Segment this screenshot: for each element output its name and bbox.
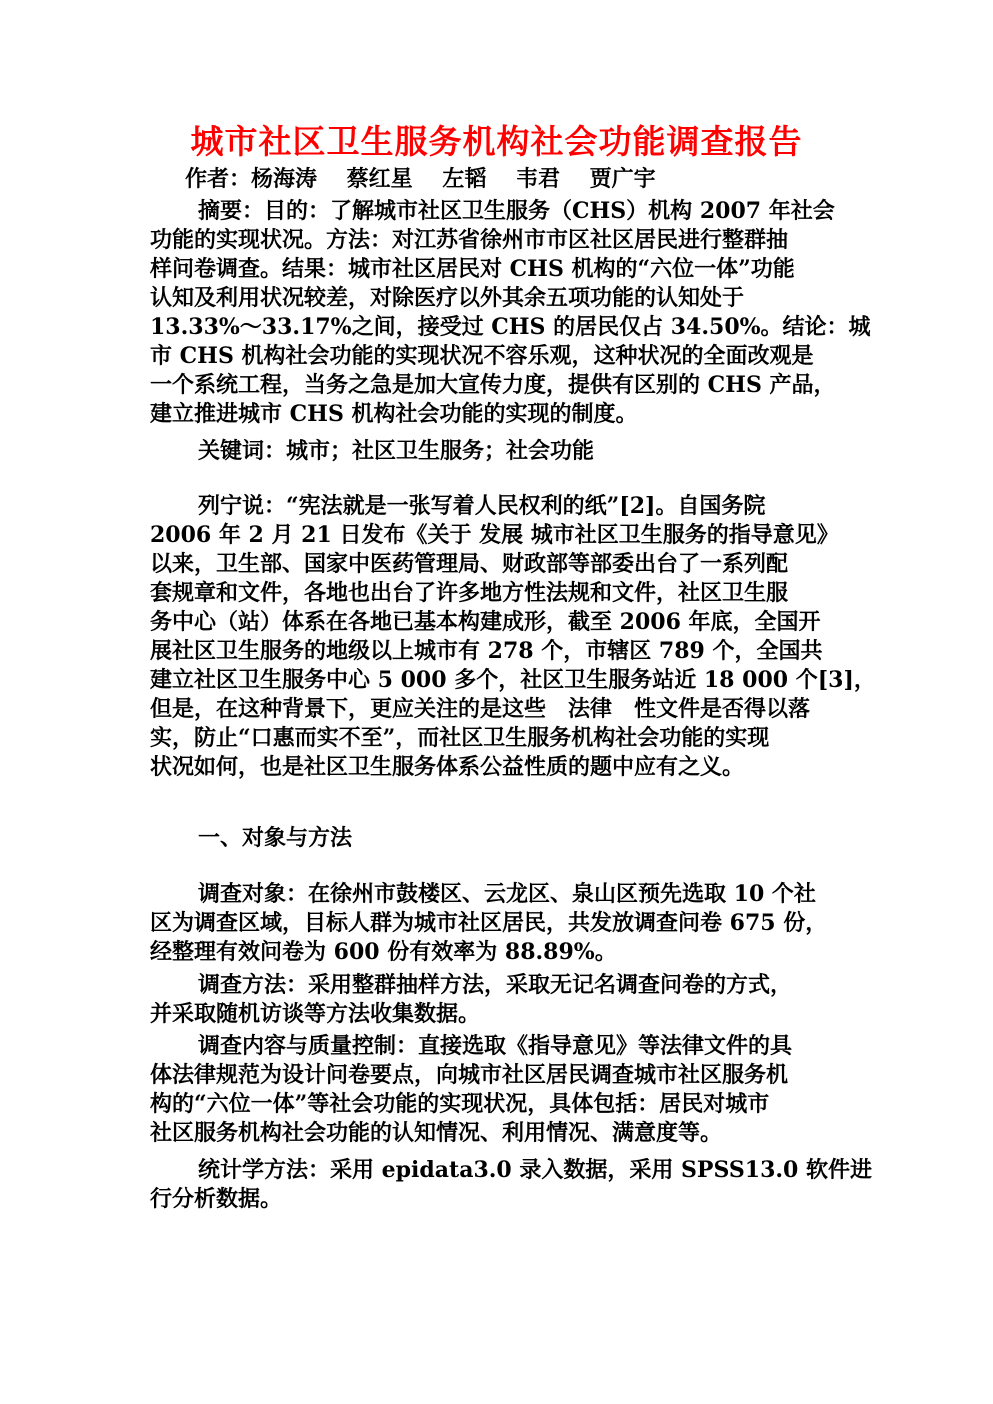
intro-line: 2006 年 2 月 21 日发布《关于 发展 城市社区卫生服务的指导意见》 [150,522,839,548]
stats-paragraph [150,1156,873,1214]
intro-line: 实，防止“口惠而实不至”，而社区卫生服务机构社会功能的实现 [150,725,770,751]
intro-line: 但是，在这种背景下，更应关注的是这些 法律 性文件是否得以落 [150,696,811,722]
keywords-paragraph [150,437,850,466]
intro-line: 状况如何，也是社区卫生服务体系公益性质的题中应有之义。 [150,754,745,780]
intro-line: 以来，卫生部、国家中医药管理局、财政部等部委出台了一系列配 [150,551,789,577]
stats-line: 统计学方法：采用 epidata3.0 录入数据，采用 SPSS13.0 软件进 [198,1157,873,1183]
object-paragraph [150,880,850,967]
content-line: 体法律规范为设计问卷要点，向城市社区居民调查城市社区服务机 [150,1062,789,1088]
method-paragraph [150,971,850,1029]
abstract-line: 样问卷调查。结果：城市社区居民对 CHS 机构的“六位一体”功能 [150,256,795,282]
document-title: 城市社区卫生服务机构社会功能调查报告 [190,122,803,161]
section-heading: 一、对象与方法 [198,825,353,851]
intro-line: 展社区卫生服务的地级以上城市有 278 个，市辖区 789 个，全国共 [150,638,823,664]
content-line: 构的“六位一体”等社会功能的实现状况，具体包括：居民对城市 [150,1091,770,1117]
method-line: 调查方法：采用整群抽样方法，采取无记名调查问卷的方式， [198,972,793,998]
abstract-line: 13.33%～33.17%之间，接受过 CHS 的居民仅占 34.50%。结论：城 [150,314,871,340]
method-line: 并采取随机访谈等方法收集数据。 [150,1001,481,1027]
content-line: 社区服务机构社会功能的认知情况、利用情况、满意度等。 [150,1120,723,1146]
intro-line: 务中心（站）体系在各地已基本构建成形，截至 2006 年底，全国开 [150,609,821,635]
content-line: 调查内容与质量控制：直接选取《指导意见》等法律文件的具 [198,1033,793,1059]
object-line: 经整理有效问卷为 600 份有效率为 88.89%。 [150,939,617,965]
abstract-line: 功能的实现状况。方法：对江苏省徐州市市区社区居民进行整群抽 [150,227,789,253]
intro-paragraph [150,492,876,782]
content-paragraph [150,1032,850,1148]
intro-line: 套规章和文件，各地也出台了许多地方性法规和文件，社区卫生服 [150,580,789,606]
abstract-line: 市 CHS 机构社会功能的实现状况不容乐观，这种状况的全面改观是 [150,343,814,369]
object-line: 区为调查区域，目标人群为城市社区居民，共发放调查问卷 675 份， [150,910,828,936]
keywords-line: 关键词：城市；社区卫生服务；社会功能 [198,438,595,464]
abstract-paragraph [150,197,871,429]
intro-line: 建立社区卫生服务中心 5 000 多个，社区卫生服务站近 18 000 个[3]， [150,667,876,693]
abstract-line: 摘要：目的：了解城市社区卫生服务（CHS）机构 2007 年社会 [198,198,835,224]
abstract-line: 认知及利用状况较差，对除医疗以外其余五项功能的认知处于 [150,285,745,311]
stats-line: 行分析数据。 [150,1186,283,1212]
abstract-line: 一个系统工程，当务之急是加大宣传力度，提供有区别的 CHS 产品， [150,372,836,398]
abstract-line: 建立推进城市 CHS 机构社会功能的实现的制度。 [150,401,638,427]
object-line: 调查对象：在徐州市鼓楼区、云龙区、泉山区预先选取 10 个社 [198,881,816,907]
author-line: 作者：杨海涛 蔡红星 左韬 韦君 贾广宇 [185,166,656,192]
intro-line: 列宁说：“宪法就是一张写着人民权利的纸”[2]。自国务院 [198,493,766,519]
